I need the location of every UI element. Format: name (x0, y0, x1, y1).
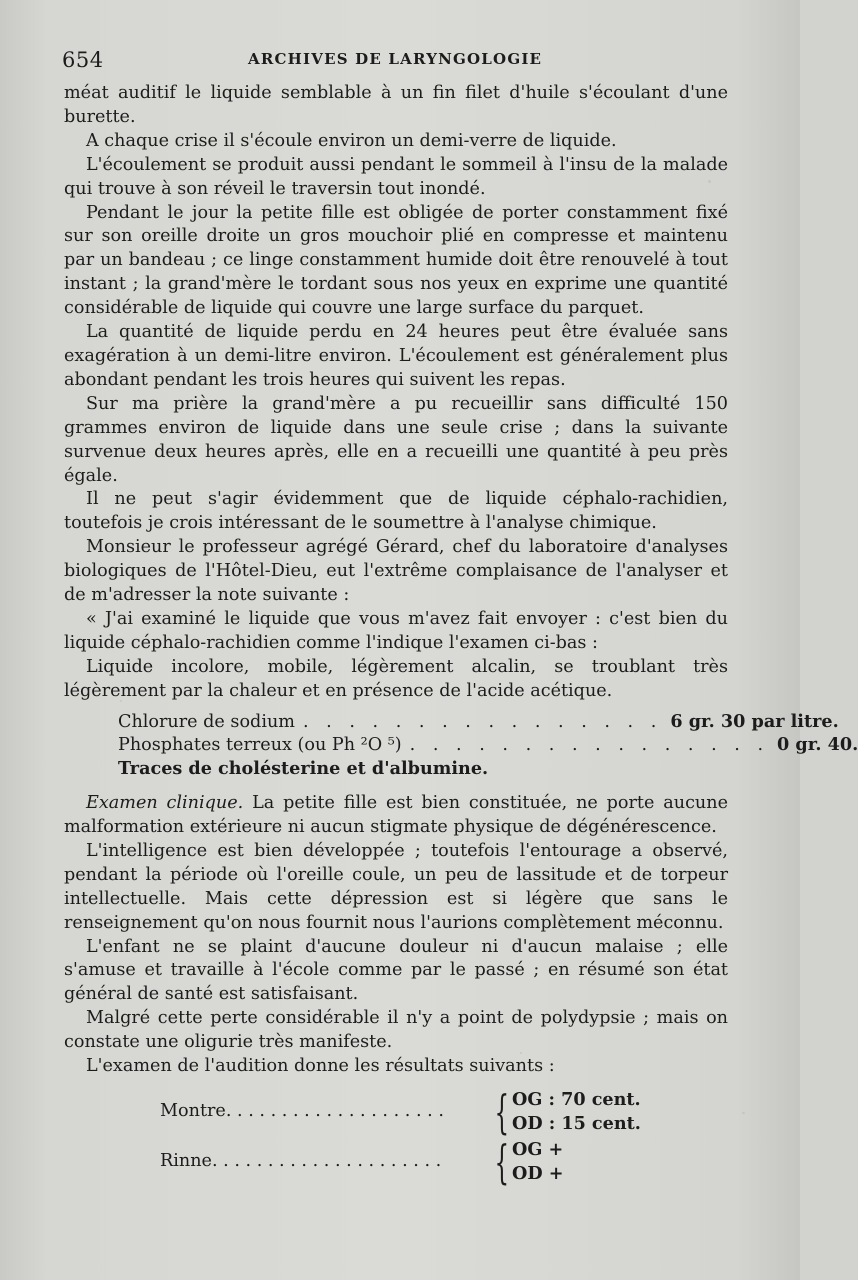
clinical-text: La petite fille est bien constituée, ne porte aucune malformation extérieure ni aucun stigmate physique de dégénérescence. (64, 793, 729, 837)
result-values (512, 1088, 641, 1136)
paragraph: Liquide incolore, mobile, légèrement alcalin, se troublant très légèrement par la chaleur et en présence de l'acide acétique. (64, 656, 728, 701)
paragraph: L'examen de l'audition donne les résultats suivants : (86, 1056, 555, 1077)
leader-dots: . . . . . . . . . . . . . . . . (409, 735, 770, 756)
analysis-note: Traces de cholésterine et d'albumine. (118, 757, 489, 779)
chemical-analysis (118, 710, 858, 781)
analysis-row (118, 733, 858, 757)
paragraph: Malgré cette perte considérable il n'y a point de polydypsie ; mais on constate une oligurie très manifeste. (64, 1008, 728, 1053)
hearing-results (160, 1084, 700, 1189)
result-values (512, 1138, 563, 1186)
paragraph: « J'ai examiné le liquide que vous m'avez fait envoyer : c'est bien du liquide céphalo-rachidien comme l'indique l'examen ci-bas : (64, 608, 728, 653)
result-label: Montre. . . . . . . . . . . . . . . . . . . . (160, 1100, 444, 1121)
analysis-value: 0 gr. 40. (777, 734, 858, 756)
analysis-value: 6 gr. 30 par litre. (670, 710, 839, 732)
analysis-label: Phosphates terreux (ou Ph ²O ⁵) (118, 735, 402, 756)
section-heading: Examen clinique. (86, 793, 244, 814)
result-group-rinne (160, 1134, 700, 1189)
article-body (64, 82, 858, 1189)
running-title: ARCHIVES DE LARYNGOLOGIE (248, 50, 543, 68)
analysis-label: Chlorure de sodium (118, 711, 295, 732)
result-value: OD + (512, 1162, 564, 1184)
brace-glyph: { (494, 1134, 510, 1189)
result-group-montre (160, 1084, 700, 1139)
paragraph: Pendant le jour la petite fille est obligée de porter constamment fixé sur son oreille droite un gros mouchoir plié en compresse et maintenu par un bandeau ; ce linge constamment humide doit être renouvelé à tout instant ; la grand'mère le tordant sous nos yeux en exprime une quantité considérable de liquide qui couvre une large surface du parquet. (64, 202, 728, 319)
clinical-paragraph (64, 792, 728, 840)
result-value: OD : 15 cent. (512, 1112, 641, 1134)
leader-dots: . . . . . . . . . . . . . . . . (302, 711, 663, 732)
paragraph: Monsieur le professeur agrégé Gérard, chef du laboratoire d'analyses biologiques de l'Hôtel-Dieu, eut l'extrême complaisance de l'analyser et de m'adresser la note suivante : (64, 537, 728, 606)
paragraph: L'intelligence est bien développée ; toutefois l'entourage a observé, pendant la période où l'oreille coule, un peu de lassitude et de torpeur intellectuelle. Mais cette dépression est si légère que sans le renseignement qu'on nous fournit nous l'aurions complètement méconnu. (64, 840, 728, 933)
paragraph: Il ne peut s'agir évidemment que de liquide céphalo-rachidien, toutefois je crois intéressant de le soumettre à l'analyse chimique. (64, 489, 728, 534)
paragraph: méat auditif le liquide semblable à un fin filet d'huile s'écoulant d'une burette. (64, 83, 728, 127)
brace-glyph: { (494, 1084, 510, 1139)
paragraph: A chaque crise il s'écoule environ un demi-verre de liquide. (86, 130, 617, 151)
result-value: OG + (512, 1138, 564, 1160)
paragraph: Sur ma prière la grand'mère a pu recueillir sans difficulté 150 grammes environ de liquide dans une seule crise ; dans la suivante survenue deux heures après, elle en a recueilli une quantité à peu près égale. (64, 393, 728, 486)
result-value: OG : 70 cent. (512, 1088, 641, 1110)
page-header (62, 44, 742, 74)
page-number: 654 (62, 48, 104, 72)
paragraph: La quantité de liquide perdu en 24 heures peut être évaluée sans exagération à un demi-litre environ. L'écoulement est généralement plus abondant pendant les trois heures qui suivent les repas. (64, 322, 728, 390)
result-label: Rinne. . . . . . . . . . . . . . . . . . . . . (160, 1150, 442, 1171)
paragraph: L'écoulement se produit aussi pendant le sommeil à l'insu de la malade qui trouve à son réveil le traversin tout inondé. (64, 154, 728, 199)
analysis-row (118, 710, 839, 734)
paragraph: L'enfant ne se plaint d'aucune douleur ni d'aucun malaise ; elle s'amuse et travaille à l'école comme par le passé ; en résumé son état général de santé est satisfaisant. (64, 936, 728, 1005)
